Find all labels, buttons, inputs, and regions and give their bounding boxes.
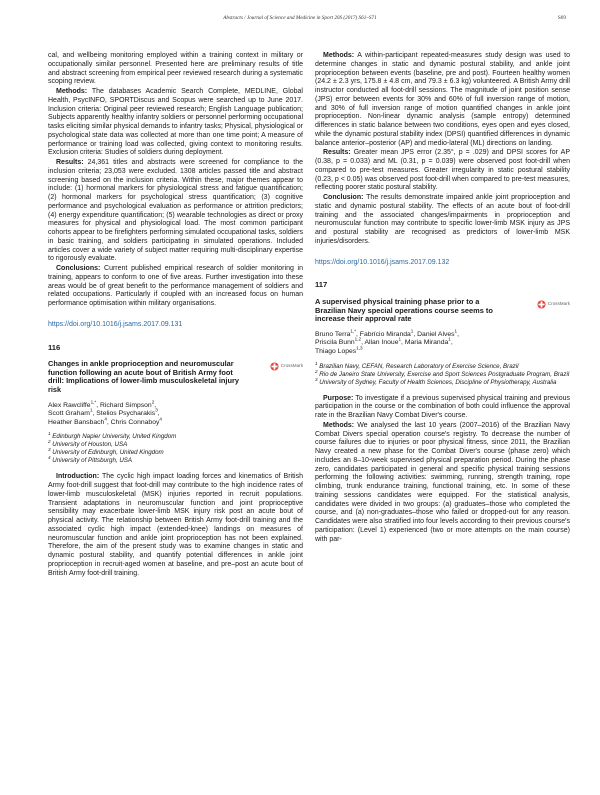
conclusions-paragraph: Conclusions: Current published empirical research of soldier monitoring in training, appears to conform to one of five areas. Further investigation into these areas would be of great benefit to the performance management of soldiers and related occupations. Particularly if coupled with an increased focus on human performance optimisation within military organisations. <box>48 265 303 307</box>
methods-paragraph: Methods: The databases Academic Search Complete, MEDLINE, Global Health, PsycINFO, SPORTDiscus and Scopus were searched up to June 2017. Inclusion criteria: Original peer reviewed research; English Language publication; Subjects apparently healthy infantry soldiers or personnel performing occupational tasks eliciting similar physical demands to infantry tasks; Physical, physiological or psychological state data was collected at more than one time point; A measure of performance or training load was collected, giving context to monitoring results. Exclusion criteria: Studies of soldiers during deployment. <box>48 88 303 157</box>
article-header <box>315 298 570 324</box>
article-title: Changes in ankle proprioception and neuromuscular function following an acute bout of British Army foot drill: Implications of lower-limb musculoskeletal injury risk <box>48 359 239 395</box>
running-head <box>0 15 600 27</box>
abstract-number: 117 <box>315 280 328 290</box>
author-list: Bruno Terra$^{1,*}$, Fabrício Miranda$^1$, Daniel Alves$^1$, Priscila Bunn$^{1,2}$, Allan Inoue$^1$, Maria Miranda$^1$, Thiago Lopes$^{1,3}$ <box>315 328 459 355</box>
article-title: A supervised physical training phase prior to a Brazilian Navy special operations course seems to increase their approval rate <box>315 297 493 324</box>
author-list: Alex Rawcliffe$^{1,*}$, Richard Simpson$^2$, Scott Graham$^1$, Stelios Psycharakis$^3$, Heather Bansbach$^4$, Chris Connaboy$^4$ <box>48 399 162 426</box>
crossmark-badge[interactable] <box>537 300 570 309</box>
abstract-number: 116 <box>48 342 61 352</box>
continued-paragraph: cal, and wellbeing monitoring employed within a training context in military or occupationally similar personnel. Presented here are preliminary results of title and abstract screening from empirical peer reviewed research during a systematic scoping review. <box>48 52 303 86</box>
left-column <box>48 52 303 579</box>
methods-paragraph-2: Methods: We analysed the last 10 years (2007–2016) of the Brazilian Navy Combat Divers special operation course's registry. To decrease the number of course failures due to injuries or poor physical fitness, since 2011, the Brazilian Navy created a new phase for the Combat Diver's course (phase zero) which includes an 8–10-week supervised physical preparation period. During the phase zero, candidates participated in general and specific physical training sessions performing the following activities: swimming, running, strength training, rope climbing, trunk endurance training, functional training, etc. In some of these training sessions candidates were equipped. For the statistical analysis, candidates were divided in two groups: (a) graduates–those who completed the course, and (a) non-graduates–those who failed or dropped-out for any reason. Candidates were also stratified into four levels according to their previous course's participation: (Level 1) experienced (two or more attempts on the main course) with par- <box>315 421 570 543</box>
affiliation: $^1$ Brazilian Navy, CEFAN, Research Laboratory of Exercise Science, Brazil <box>315 360 519 370</box>
crossmark-label: CrossMark <box>547 301 570 307</box>
crossmark-icon <box>537 300 546 309</box>
affiliation-list <box>48 433 303 465</box>
doi-link[interactable]: https://doi.org/10.1016/j.jsams.2017.09.132 <box>315 258 450 266</box>
affiliation: $^3$ University of Edinburgh, United Kingdom <box>48 447 164 457</box>
crossmark-label: CrossMark <box>280 363 303 369</box>
results-paragraph: Results: 24,361 titles and abstracts were screened for compliance to the inclusion criteria; 23,053 were excluded. 1308 articles passed title and abstract screening based on the inclusion criteria. Within these, major themes appear to include: (1) hormonal markers for physiological stress and fatigue quantification; (2) hormonal markers for psychological stress quantification; (3) cognitive performance and psychological evaluation as performance or attrition predictors; (4) energy expenditure quantification; (5) wearable technologies as direct or proxy measures for physical and physiological load. The most common participant cohorts appear to be firefighters performing simulated occupational tasks, soldiers in basic training, and soldiers participating in simulated operations. Included articles cover a wide variety of subject matter requiring multi-disciplinary expertise to rigorously evaluate. <box>48 159 303 263</box>
article-header <box>48 360 303 394</box>
results-paragraph: Results: Greater mean JPS error (2.35°, p = .029) and DPSI scores for AP (0.38, p = 0.033) and ML (0.31, p = 0.039) were observed post foot-drill when compared to pre-test measures. Greater irregularity in static postural stability (0.23, p < 0.05) was observed post foot-drill when compared to pre-test measures, reflecting poorer static postural stability. <box>315 149 570 192</box>
affiliation: $^3$ University of Sydney, Faculty of Health Sciences, Discipline of Physiotherapy, Australia <box>315 376 557 386</box>
introduction-paragraph: Introduction: The cyclic high impact loading forces and kinematics of British Army foot-drill suggest that foot-drill may contribute to the high incidence rates of lower-limb musculoskeletal (MSK) injuries reported in recruit populations. Transient adaptations in neuromuscular function and joint proprioceptive sensibility may exacerbate lower-limb MSK injury risk post an acute bout of physical activity. The relationship between British Army foot-drill training and the associated cyclic high impact (extended-knee) landings on measures of neuromuscular function and ankle joint proprioception has not been explained. Therefore, the aim of the present study was to examine changes in static and dynamic postural stability, and quantify potential differences in ankle joint proprioception in recruit-aged women at baseline, and pre–post an acute bout of British Army foot-drill training. <box>48 473 303 577</box>
affiliation: $^2$ Rio de Janeiro State University, Exercise and Sport Sciences Postgraduate Program, Brazil <box>315 368 570 378</box>
right-column <box>315 52 570 545</box>
affiliation: $^4$ University of Pittsburgh, USA <box>48 455 133 465</box>
affiliation: $^2$ University of Houston, USA <box>48 439 128 449</box>
crossmark-badge[interactable] <box>270 362 303 371</box>
crossmark-icon <box>270 362 279 371</box>
journal-citation: Abstracts / Journal of Science and Medicine in Sport 20S (2017) S61–S71 <box>223 15 377 21</box>
conclusion-paragraph: Conclusion: The results demonstrate impaired ankle joint proprioception and static and dynamic postural stability. The effects of an acute bout of foot-drill training and the associated changes/impairments in proprioception and neuromuscular function may contribute to specific lower-limb MSK injury as JPS and postural stability are recognised as predictors of lower-limb MSK injuries/disorders. <box>315 194 570 245</box>
page-number: S69 <box>557 15 566 21</box>
doi-link[interactable]: https://doi.org/10.1016/j.jsams.2017.09.131 <box>48 320 183 328</box>
purpose-paragraph: Purpose: To investigate if a previous supervised physical training and previous participation in the course or the combination of both could influence the approval rate in the Brazilian Navy Combat Diver's course. <box>315 394 570 420</box>
affiliation: $^1$ Edinburgh Napier University, United Kingdom <box>48 431 177 441</box>
methods-paragraph: Methods: A within-participant repeated-measures study design was used to determine changes in static and dynamic postural stability, and ankle joint proprioception between events (baseline, pre and post). Fourteen healthy women (24.2 ± 2.3 yrs, 175.8 ± 4.8 cm, and 79.3 ± 6.3 kg) volunteered. A British Army drill instructor conducted all foot-drill sessions. The magnitude of joint position sense (JPS) error between events for 30% and 60% of full inversion range of motion, and 30% of full inversion range of motion quantified changes in ankle joint proprioception. Non-linear dynamic analysis (sample entropy) determined differences in static balance between two conditions, eyes open and eyes closed, while the dynamic postural stability index (DPSI) quantified differences in dynamic balance anterior–posterior (AP) and medio-lateral (ML) directions on landing. <box>315 52 570 147</box>
affiliation-list <box>315 360 570 387</box>
